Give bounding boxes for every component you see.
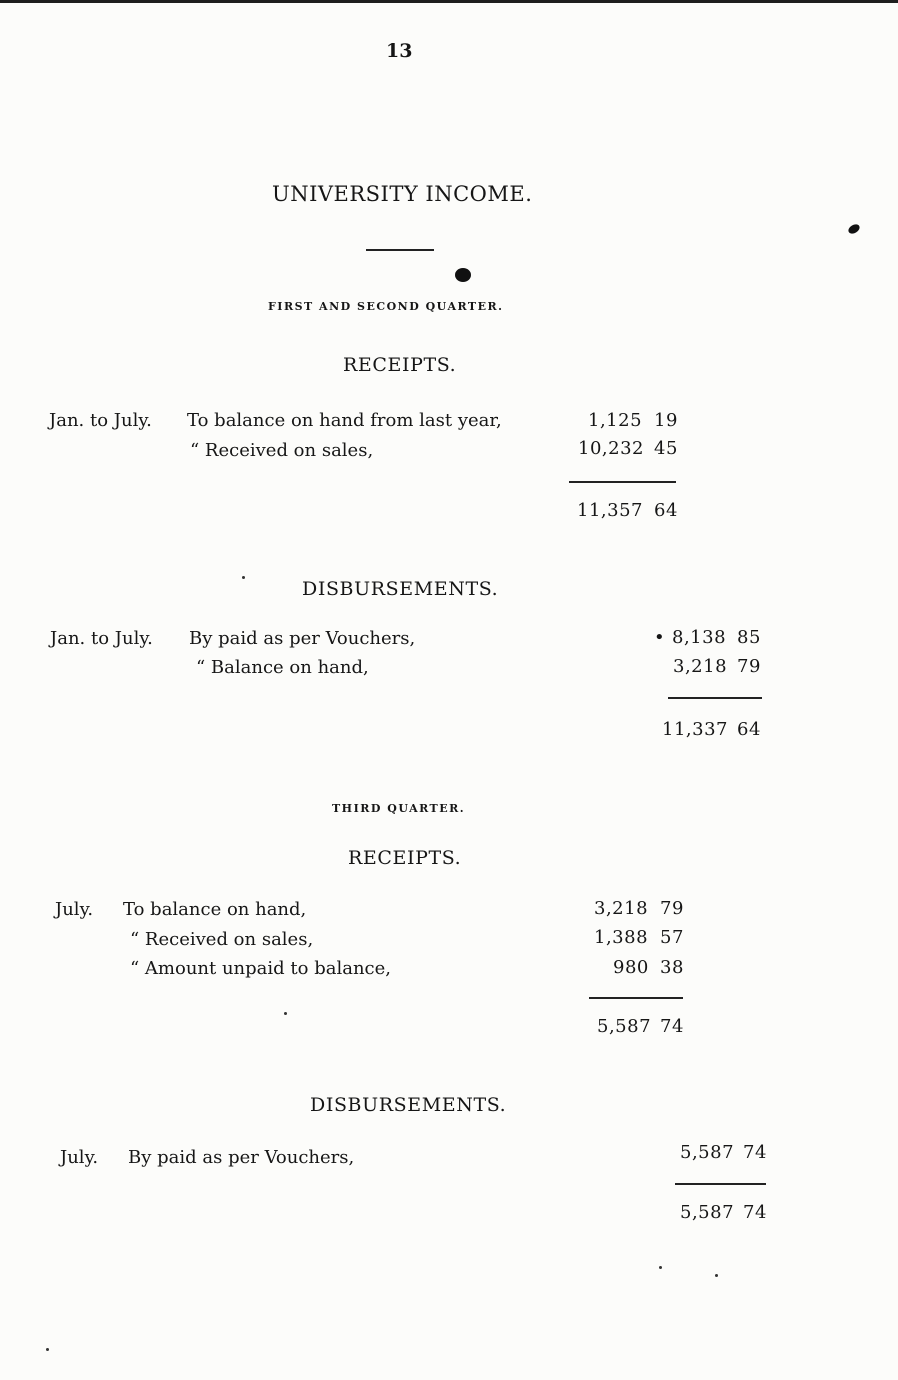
total-cents: 64 <box>737 719 761 740</box>
entry-dollars: 980 <box>613 957 649 978</box>
entry-cents: 79 <box>737 656 761 677</box>
bullet-mark: • <box>654 627 666 648</box>
entry-cents: 45 <box>654 438 678 459</box>
disbursements-heading: DISBURSEMENTS. <box>302 578 499 600</box>
entry-dollars: 8,138 <box>672 627 727 648</box>
period-label: Jan. to July. <box>49 410 152 431</box>
entry-dollars: 1,388 <box>594 927 649 948</box>
entry-cents: 38 <box>660 957 684 978</box>
total-dollars: 5,587 <box>597 1016 652 1037</box>
entry-cents: 57 <box>660 927 684 948</box>
entry-description: “ Amount unpaid to balance, <box>130 958 391 979</box>
ink-speck <box>46 1348 49 1351</box>
receipts-heading: RECEIPTS. <box>348 847 462 869</box>
entry-cents: 85 <box>737 627 761 648</box>
disbursements-heading: DISBURSEMENTS. <box>310 1094 507 1116</box>
quarter-heading: THIRD QUARTER. <box>332 802 466 815</box>
entry-dollars: 3,218 <box>594 898 649 919</box>
receipts-heading: RECEIPTS. <box>343 354 457 376</box>
total-cents: 74 <box>660 1016 684 1037</box>
total-dollars: 11,357 <box>577 500 643 521</box>
period-label: July. <box>60 1147 99 1168</box>
entry-description: To balance on hand from last year, <box>187 410 502 431</box>
total-cents: 64 <box>654 500 678 521</box>
entry-description: “ Balance on hand, <box>196 657 369 678</box>
entry-description: By paid as per Vouchers, <box>189 628 416 649</box>
entry-description: To balance on hand, <box>123 899 307 920</box>
entry-dollars: 1,125 <box>588 410 643 431</box>
entry-dollars: 3,218 <box>673 656 728 677</box>
period-label: July. <box>55 899 94 920</box>
top-border-rule <box>0 0 898 3</box>
title-rule <box>366 249 434 251</box>
total-rule <box>589 997 683 999</box>
entry-cents: 79 <box>660 898 684 919</box>
ink-blot <box>847 223 861 236</box>
period-label: Jan. to July. <box>50 628 153 649</box>
ink-speck <box>659 1266 662 1269</box>
entry-description: “ Received on sales, <box>190 440 374 461</box>
total-rule <box>675 1183 766 1185</box>
ink-speck <box>242 576 245 579</box>
quarter-heading: FIRST AND SECOND QUARTER. <box>268 300 504 313</box>
total-dollars: 5,587 <box>680 1202 735 1223</box>
page-number: 13 <box>386 40 413 62</box>
total-rule <box>668 697 762 699</box>
entry-dollars: 5,587 <box>680 1142 735 1163</box>
total-dollars: 11,337 <box>662 719 728 740</box>
page-title: UNIVERSITY INCOME. <box>272 182 533 206</box>
entry-cents: 19 <box>654 410 678 431</box>
entry-description: “ Received on sales, <box>130 929 314 950</box>
ink-speck <box>284 1012 287 1015</box>
ink-blot <box>455 268 471 282</box>
ink-speck <box>715 1274 718 1277</box>
entry-cents: 74 <box>743 1142 767 1163</box>
total-cents: 74 <box>743 1202 767 1223</box>
entry-dollars: 10,232 <box>578 438 644 459</box>
total-rule <box>569 481 676 483</box>
entry-description: By paid as per Vouchers, <box>128 1147 355 1168</box>
